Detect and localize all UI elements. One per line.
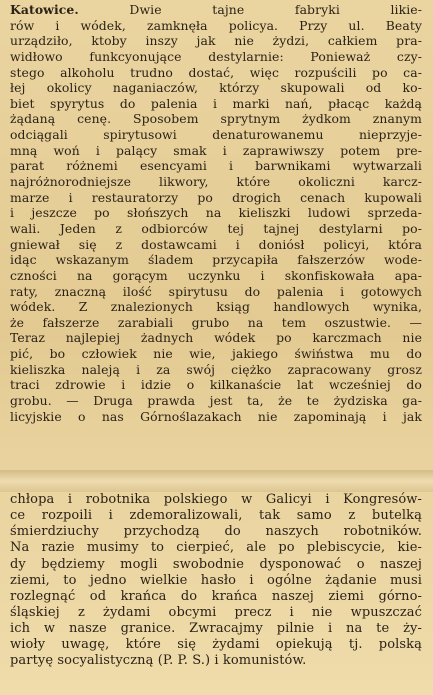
article-line: wali. Jeden z odbiorców tej tajnej destylarni po- [10, 220, 422, 236]
paper-fold [0, 470, 433, 492]
article-line: traci zdrowie i idzie o kilkanaście lat wcześniej do [10, 377, 422, 393]
article-line: dy będziemy mogli swobodnie dysponować o naszej [10, 556, 422, 572]
article-line: urządziło, ktoby inszy jak nie żydzi, całkiem pra- [10, 33, 422, 49]
article-line: ce rozpoili i zdemoralizowali, tak samo z butelką [10, 508, 422, 524]
article-line: śmierdziuchy przychodzą do naszych robotników. [10, 524, 422, 540]
article-line: śląskiej z żydami obcymi precz i nie wpuszczać [10, 604, 422, 620]
article-line: gniewał się z dostawcami i doniósł policyi, która [10, 236, 422, 252]
article-line: czności na gorącym uczynku i skonfiskowała apa- [10, 267, 422, 283]
article-line: żądaną cenę. Sposobem sprytnym żydkom znanym [10, 111, 422, 127]
article-line: najróżnorodniejsze likwory, które okoliczni karcz- [10, 174, 422, 190]
article-line: ziemi, to jedno wielkie hasło i ogólne żądanie musi [10, 572, 422, 588]
article-line: Dwie tajne fabryki likie- [129, 2, 422, 17]
article-line: Teraz najlepiej żadnych wódek po karczmach nie [10, 330, 422, 346]
article-line: chłopa i robotnika polskiego w Galicyi i Kongresów- [10, 492, 422, 507]
article-line: idąc wskazanym śladem przycapiła fałszerzów wode- [10, 252, 422, 268]
article-line: parat różnemi esencyami i barwnikami wytwarzali [10, 158, 422, 174]
article-first-line [10, 2, 422, 18]
article-line: łej okolicy naganiaczów, którzy skupowali od ko- [10, 80, 422, 96]
article-line: że fałszerze zarabiali grubo na tem oszustwie. — [10, 314, 422, 330]
article-line: wioły uwagę, które się żydami opiekują tj. polską [10, 637, 422, 653]
article-line: widłowo funkcyonujące destylarnie: Ponieważ czy- [10, 48, 422, 64]
article-line: licyjskie o nas Górnoślazakach nie zapominają i jak [10, 408, 422, 424]
article-line: Na razie musimy to cierpieć, ale po plebiscycie, kie- [10, 540, 422, 556]
article-line: rów i wódek, zamknęła policya. Przy ul. Beaty [10, 17, 422, 33]
article-line: partyę socyalistyczną (P. P. S.) i komunistów. [10, 653, 307, 669]
article-line: biet spyrytus do palenia i marki nań, płacąc każdą [10, 95, 422, 111]
article-line: pić, bo człowiek nie wie, jakiego świństwa mu do [10, 346, 422, 362]
article-line: mną woń i palący smak i zaprawiwszy potem pre- [10, 142, 422, 158]
article-line: raty, znaczną ilość spirytusu do palenia i gotowych [10, 283, 422, 299]
article-line: kieliszka naleją i za swój ciężko zapracowany grosz [10, 361, 422, 377]
article-line: grobu. — Druga prawda jest ta, że te żydziska ga- [10, 393, 422, 409]
article-bottom-column [10, 492, 422, 670]
article-line: i jeszcze po słońszych na kieliszki ludowi sprzeda- [10, 205, 422, 221]
article-line: wódek. Z znalezionych ksiąg handlowych wynika, [10, 299, 422, 315]
article-top-column [10, 2, 422, 424]
article-line: rozlegnąć od krańca do krańca naszej ziemi górno- [10, 588, 422, 604]
article-line: stego alkoholu trudno dostać, więc rozpuścili po ca- [10, 64, 422, 80]
article-line: odciągali spirytusowi denaturowanemu nieprzyje- [10, 127, 422, 143]
article-line: ich w nasze granice. Zwracajmy pilnie i na te ży- [10, 621, 422, 637]
article-line: marze i restauratorzy po drogich cenach kupowali [10, 189, 422, 205]
article-heading: Katowice. [10, 2, 79, 17]
